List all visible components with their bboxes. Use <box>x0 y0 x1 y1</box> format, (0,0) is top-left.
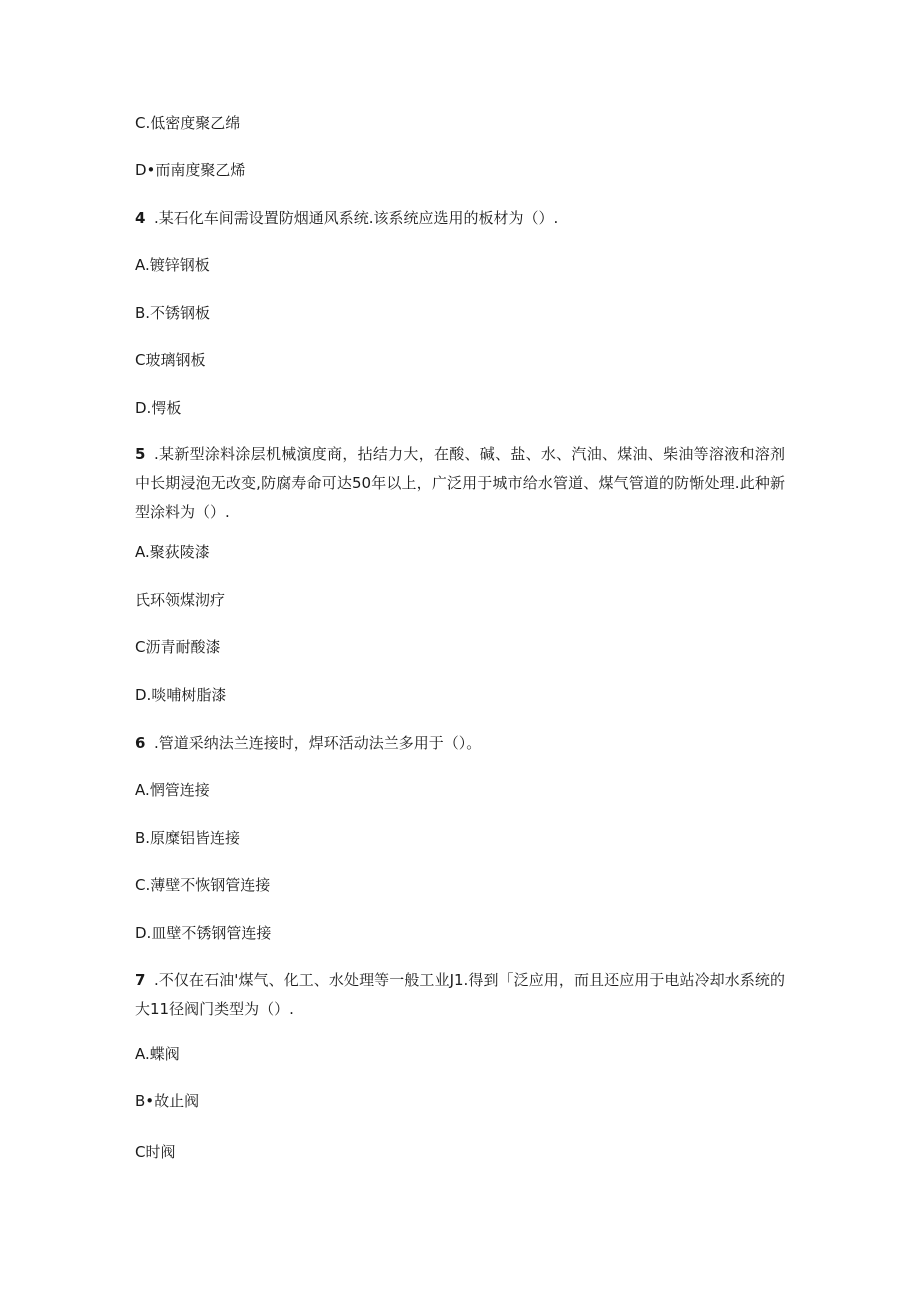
question-4 <box>135 207 558 229</box>
question-number: 5 <box>135 445 146 463</box>
question-number: 7 <box>135 971 146 989</box>
option-a-q4: A.镀锌钢板 <box>135 256 210 274</box>
option-b-q6: B.原糜铝皆连接 <box>135 829 241 847</box>
option-d-q5: D.啖哺树脂漆 <box>135 686 227 704</box>
option-d-q3: D•而南度聚乙烯 <box>135 161 246 179</box>
question-text: .管道采纳法兰连接时，焊环活动法兰多用于（）。 <box>154 734 482 752</box>
option-a-q6: A.惘管连接 <box>135 781 210 799</box>
option-d-q6: D.皿壁不锈钢管连接 <box>135 924 272 942</box>
option-a-q5: A.聚荻陵漆 <box>135 543 210 561</box>
option-b-q7: B•故止阀 <box>135 1092 200 1110</box>
question-text: .某新型涂料涂层机械演度商，拈结力大，在酸、碱、盐、水、汽油、煤油、柴油等溶液和溶剂中长期浸泡无改变,防腐寿命可达50年以上，广泛用于城市给水管道、煤气管道的防惭处理.此种新型涂料为（）. <box>135 445 785 521</box>
option-b-q5: 氏环领煤沏疗 <box>135 591 226 609</box>
question-6 <box>135 732 481 754</box>
question-text: .不仅在石油'煤气、化工、水处理等一般工业J1.得到「泛应用，而且还应用于电站冷却水系统的大11径阀门类型为（）. <box>135 971 785 1018</box>
question-number: 4 <box>135 209 146 227</box>
question-7 <box>135 966 785 1024</box>
question-text: .某石化车间需设置防烟通风系统.该系统应选用的板材为（）. <box>154 209 559 227</box>
option-b-q4: B.不锈钢板 <box>135 304 211 322</box>
option-c-q3: C.低密度聚乙绵 <box>135 114 241 132</box>
option-d-q4: D.愕板 <box>135 399 182 417</box>
option-c-q5: C沥青耐酸漆 <box>135 638 221 656</box>
question-5 <box>135 440 785 527</box>
question-number: 6 <box>135 734 146 752</box>
option-a-q7: A.蝶阀 <box>135 1045 180 1063</box>
option-c-q7: C时阀 <box>135 1143 176 1161</box>
option-c-q6: C.薄壁不恢钢管连接 <box>135 876 271 894</box>
option-c-q4: C玻璃钢板 <box>135 351 206 369</box>
